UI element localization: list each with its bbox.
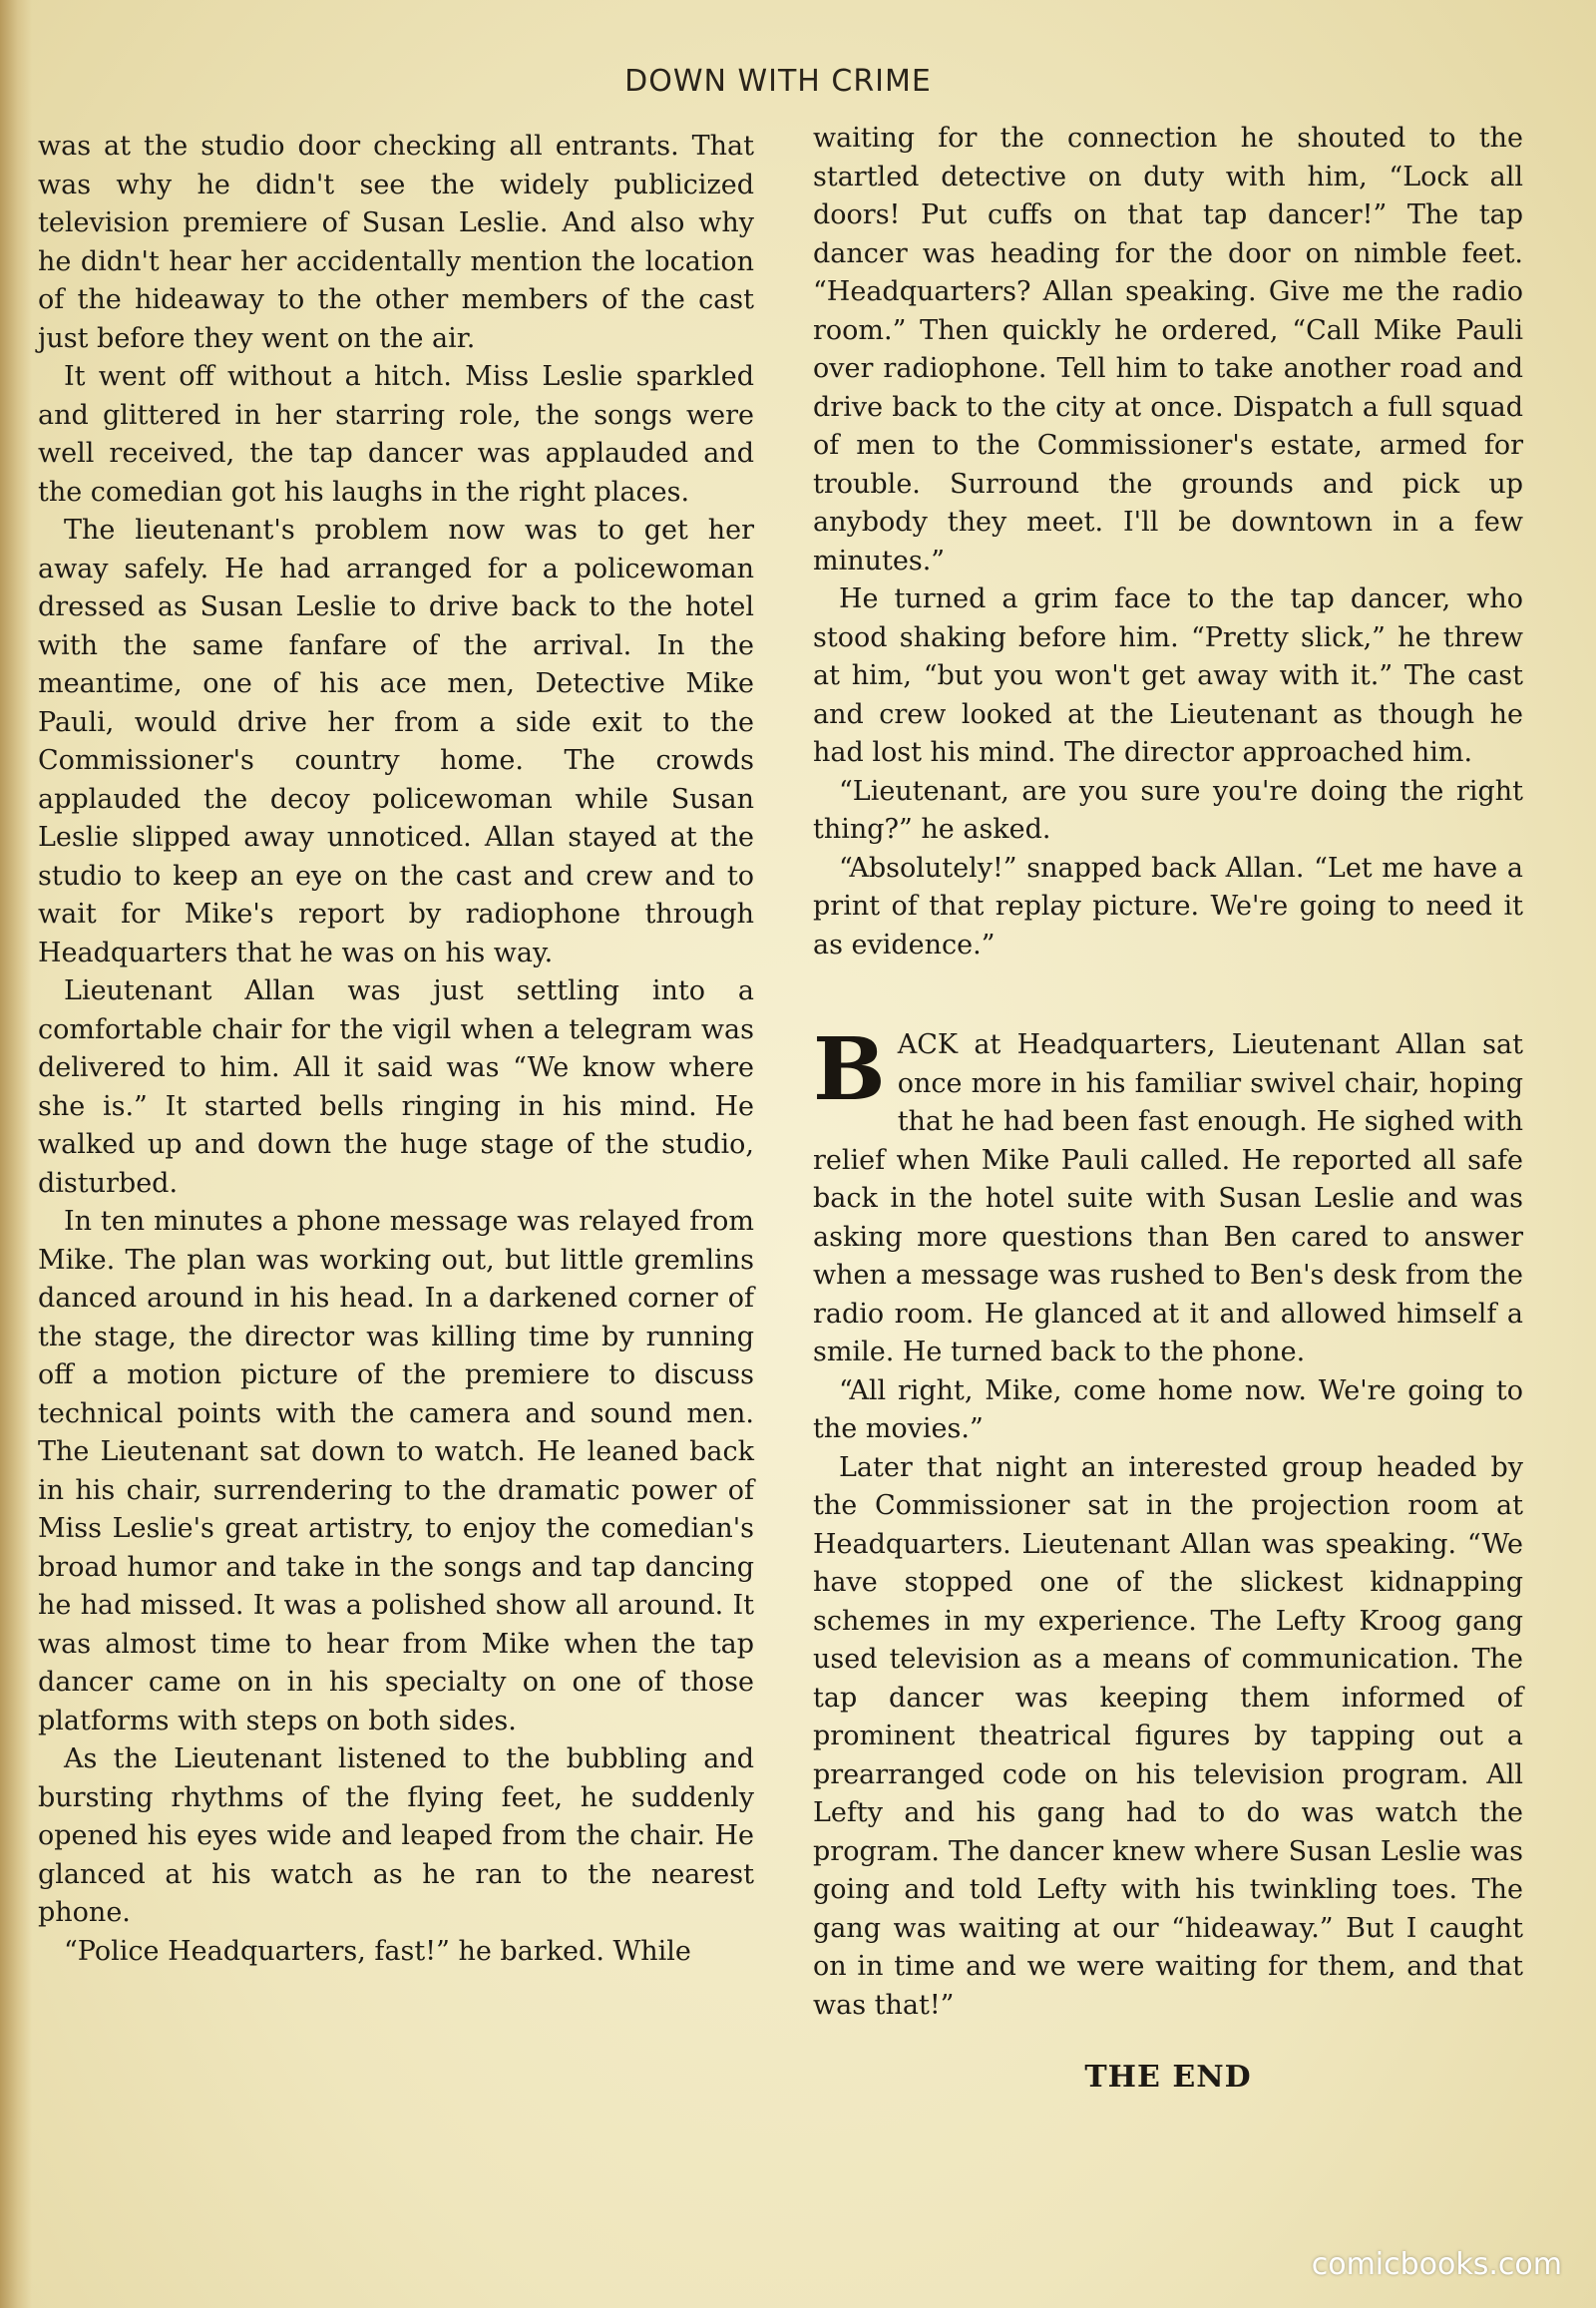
paragraph: “Police Headquarters, fast!” he barked. While	[64, 1935, 691, 1967]
paragraph: was at the studio door checking all entrants. That was why he didn't see the widely publicized television premiere of Susan Leslie. And also why he didn't hear her accidentally mention the location of the hideaway to the other members of the cast just before they went on the air.	[38, 131, 754, 354]
page-header-title: DOWN WITH CRIME	[624, 64, 932, 99]
paragraph: waiting for the connection he shouted to the startled detective on duty with him, “Lock all doors! Put cuffs on that tap dancer!” The tap dancer was heading for the door on nimble feet. “Headquarters? Allan speaking. Give me the radio room.” Then quickly he ordered, “Call Mike Pauli over radiophone. Tell him to take another road and drive back to the city at once. Dispatch a full squad of men to the Commissioner's estate, armed for trouble. Surround the grounds and pick up anybody they meet. I'll be downtown in a few minutes.”	[813, 123, 1523, 577]
page-spine-shadow	[0, 0, 32, 2308]
paragraph: “All right, Mike, come home now. We're going to the movies.”	[813, 1374, 1523, 1444]
paragraph: It went off without a hitch. Miss Leslie sparkled and glittered in her starring role, the songs were well received, the tap dancer was applauded and the comedian got his laughs in the right places.	[38, 361, 754, 508]
section-two	[813, 1019, 1523, 2025]
watermark: comicbooks.com	[1311, 2247, 1562, 2282]
paragraph: “Absolutely!” snapped back Allan. “Let me have a print of that replay picture. We're going to need it as evidence.”	[813, 852, 1523, 961]
paragraph: In ten minutes a phone message was relayed from Mike. The plan was working out, but little gremlins danced around in his head. In a darkened corner of the stage, the director was killing time by running off a motion picture of the premiere to discuss technical points with the camera and sound men. The Lieutenant sat down to watch. He leaned back in his chair, surrendering to the dramatic power of Miss Leslie's great artistry, to enjoy the comedian's broad humor and take in the songs and tap dancing he had missed. It was a polished show all around. It was almost time to hear from Mike when the tap dancer came on in his specialty on one of those platforms with steps on both sides.	[38, 1206, 754, 1736]
left-column	[38, 128, 754, 1971]
section-opening-paragraph	[813, 1019, 1523, 1372]
paragraph: He turned a grim face to the tap dancer, who stood shaking before him. “Pretty slick,” he threw at him, “but you won't get away with it.” The cast and crew looked at the Lieutenant as though he had lost his mind. The director approached him.	[813, 583, 1523, 768]
section-opening-text: ACK at Headquarters, Lieutenant Allan sat once more in his familiar swivel chair, hoping that he had been fast enough. He sighed with relief when Mike Pauli called. He reported all safe back in the hotel suite with Susan Leslie and was asking more questions than Ben cared to answer when a message was rushed to Ben's desk from the radio room. He glanced at it and allowed himself a smile. He turned back to the phone.	[813, 1029, 1523, 1367]
the-end-label: THE END	[1084, 2060, 1252, 2095]
paragraph: Lieutenant Allan was just settling into a comfortable chair for the vigil when a telegram was delivered to him. All it said was “We know where she is.” It started bells ringing in his mind. He walked up and down the huge stage of the studio, disturbed.	[38, 975, 754, 1199]
paragraph: Later that night an interested group headed by the Commissioner sat in the projection room at Headquarters. Lieutenant Allan was speaking. “We have stopped one of the slickest kidnapping schemes in my experience. The Lefty Kroog gang used television as a means of communication. The tap dancer was keeping them informed of prominent theatrical figures by tapping out a prearranged code on his television program. All Lefty and his gang had to do was watch the program. The dancer knew where Susan Leslie was going and told Lefty with his twinkling toes. The gang was waiting at our “hideaway.” But I caught on in time and we were waiting for them, and that was that!”	[813, 1451, 1523, 2021]
right-column	[813, 120, 1523, 2098]
drop-cap-letter: B	[813, 1019, 886, 1120]
paragraph: The lieutenant's problem now was to get her away safely. He had arranged for a policewoman dressed as Susan Leslie to drive back to the hotel with the same fanfare of the arrival. In the meantime, one of his ace men, Detective Mike Pauli, would drive her from a side exit to the Commissioner's country home. The crowds applauded the decoy policewoman while Susan Leslie slipped away unnoticed. Allan stayed at the studio to keep an eye on the cast and crew and to wait for Mike's report by radiophone through Headquarters that he was on his way.	[38, 515, 754, 968]
paragraph: “Lieutenant, are you sure you're doing the right thing?” he asked.	[813, 775, 1523, 845]
paragraph: As the Lieutenant listened to the bubbling and bursting rhythms of the flying feet, he suddenly opened his eyes wide and leaped from the chair. He glanced at his watch as he ran to the nearest phone.	[38, 1743, 754, 1928]
